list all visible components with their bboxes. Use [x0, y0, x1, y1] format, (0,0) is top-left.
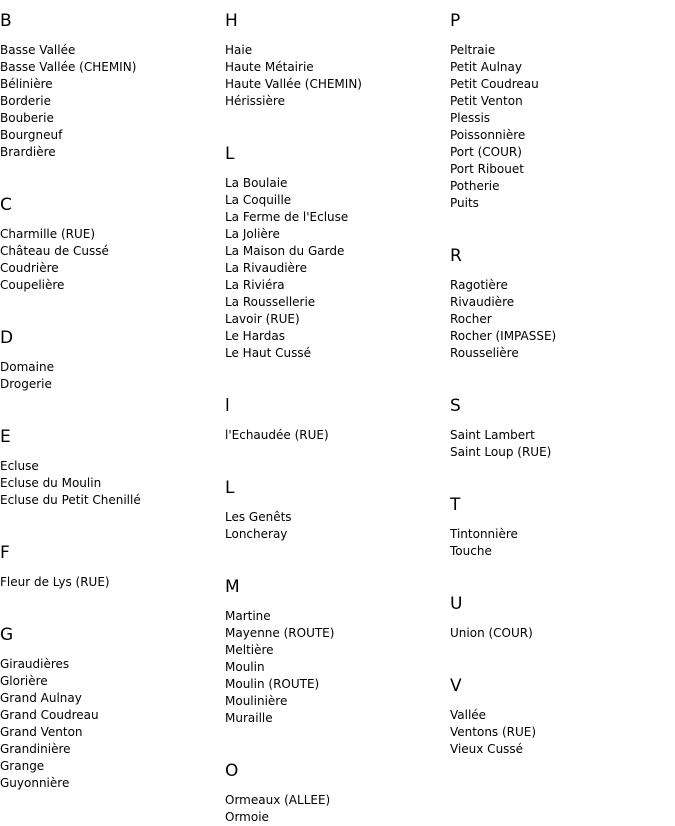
street-name-item: Tintonnière: [450, 527, 518, 541]
letter-section: [450, 594, 670, 665]
letter-section: [0, 625, 220, 792]
letter-section: [0, 543, 220, 614]
index-column-2: [225, 0, 445, 826]
street-name-item: Haute Vallée (CHEMIN): [225, 77, 362, 91]
section-letter-heading: E: [0, 427, 11, 447]
street-name-item: Saint Lambert: [450, 428, 535, 442]
letter-section: [450, 246, 670, 385]
street-name-item: Le Hardas: [225, 329, 285, 343]
section-letter-heading: H: [225, 11, 238, 31]
section-letter-heading: U: [450, 594, 463, 614]
street-name-item: La Riviéra: [225, 278, 285, 292]
section-spacer: [0, 161, 220, 184]
section-spacer: [225, 444, 445, 467]
street-name-item: Basse Vallée (CHEMIN): [0, 60, 137, 74]
street-name-item: Grandinière: [0, 742, 71, 756]
section-letter-heading: M: [225, 577, 240, 597]
street-name-item: Ecluse du Petit Chenillé: [0, 493, 141, 507]
street-name-item: Mayenne (ROUTE): [225, 626, 335, 640]
street-name-item: Guyonnière: [0, 776, 70, 790]
letter-section: [450, 11, 670, 235]
letter-section: [450, 396, 670, 484]
section-spacer: [0, 509, 220, 532]
section-spacer: [450, 642, 670, 665]
letter-section: [225, 144, 445, 385]
street-name-item: Petit Coudreau: [450, 77, 539, 91]
street-name-item: Rousselière: [450, 346, 519, 360]
street-name-item: Château de Cussé: [0, 244, 109, 258]
section-letter-heading: R: [450, 246, 462, 266]
street-name-item: La Ferme de l'Ecluse: [225, 210, 349, 224]
section-letter-heading: l: [225, 396, 230, 416]
street-name-item: Rocher: [450, 312, 492, 326]
section-letter-heading: F: [0, 543, 10, 563]
street-name-item: La Boulaie: [225, 176, 288, 190]
section-letter-heading: V: [450, 676, 462, 696]
street-name-item: Basse Vallée: [0, 43, 76, 57]
section-letter-heading: L: [225, 478, 235, 498]
street-name-item: Ecluse du Moulin: [0, 476, 102, 490]
street-name-item: Vallée: [450, 708, 487, 722]
letter-section: [225, 577, 445, 750]
section-letter-heading: D: [0, 328, 14, 348]
street-name-item: Grand Coudreau: [0, 708, 99, 722]
section-letter-heading: C: [0, 195, 12, 215]
street-name-item: Moulinière: [225, 694, 288, 708]
section-spacer: [450, 362, 670, 385]
section-letter-heading: T: [450, 495, 461, 515]
street-name-item: Charmille (RUE): [0, 227, 96, 241]
street-name-item: Ormoie: [225, 810, 269, 824]
street-name-item: Ormeaux (ALLEE): [225, 793, 331, 807]
street-name-item: Muraille: [225, 711, 273, 725]
street-name-item: Petit Venton: [450, 94, 523, 108]
street-name-item: Coudrière: [0, 261, 59, 275]
street-name-item: Haute Métairie: [225, 60, 314, 74]
letter-section: [0, 11, 220, 184]
letter-section: [225, 11, 445, 133]
street-name-item: Saint Loup (RUE): [450, 445, 552, 459]
section-letter-heading: G: [0, 625, 14, 645]
street-name-item: Petit Aulnay: [450, 60, 522, 74]
letter-section: [450, 495, 670, 583]
street-name-item: Bélinière: [0, 77, 53, 91]
section-letter-heading: L: [225, 144, 235, 164]
street-name-item: Glorière: [0, 674, 48, 688]
street-name-item: La Roussellerie: [225, 295, 316, 309]
street-name-item: Borderie: [0, 94, 51, 108]
street-name-item: Drogerie: [0, 377, 52, 391]
street-name-item: Peltraie: [450, 43, 496, 57]
street-name-item: Port Ribouet: [450, 162, 524, 176]
street-name-item: La Rivaudière: [225, 261, 307, 275]
street-name-item: Potherie: [450, 179, 500, 193]
street-name-item: Ventons (RUE): [450, 725, 537, 739]
street-name-item: Haie: [225, 43, 253, 57]
street-name-item: Puits: [450, 196, 479, 210]
street-name-item: Vieux Cussé: [450, 742, 524, 756]
street-name-item: Loncheray: [225, 527, 288, 541]
street-name-item: Union (COUR): [450, 626, 533, 640]
section-spacer: [225, 727, 445, 750]
street-name-item: l'Echaudée (RUE): [225, 428, 329, 442]
street-name-item: Rocher (IMPASSE): [450, 329, 557, 343]
street-name-item: Ragotière: [450, 278, 508, 292]
street-name-item: Bouberie: [0, 111, 54, 125]
street-name-item: Giraudières: [0, 657, 70, 671]
index-column-1: [0, 0, 220, 792]
section-spacer: [450, 560, 670, 583]
letter-section: [450, 676, 670, 758]
street-name-item: Grange: [0, 759, 45, 773]
street-name-item: Les Genêts: [225, 510, 292, 524]
section-letter-heading: P: [450, 11, 461, 31]
street-name-item: Martine: [225, 609, 271, 623]
section-spacer: [0, 294, 220, 317]
street-name-item: La Maison du Garde: [225, 244, 345, 258]
section-spacer: [225, 543, 445, 566]
street-name-item: Moulin (ROUTE): [225, 677, 320, 691]
letter-section: [0, 195, 220, 317]
street-name-item: Domaine: [0, 360, 54, 374]
section-letter-heading: O: [225, 761, 239, 781]
street-name-item: Brardière: [0, 145, 56, 159]
letter-section: [225, 761, 445, 826]
street-name-item: La Coquille: [225, 193, 292, 207]
street-name-item: Lavoir (RUE): [225, 312, 300, 326]
street-name-item: Bourgneuf: [0, 128, 63, 142]
street-name-item: Hérissière: [225, 94, 285, 108]
section-letter-heading: S: [450, 396, 461, 416]
section-spacer: [225, 362, 445, 385]
index-column-3: [450, 0, 670, 758]
section-letter-heading: B: [0, 11, 12, 31]
section-spacer: [0, 393, 220, 416]
street-name-item: Moulin: [225, 660, 265, 674]
street-name-item: Rivaudière: [450, 295, 515, 309]
street-name-item: Touche: [450, 544, 492, 558]
street-name-item: Poissonnière: [450, 128, 526, 142]
street-name-item: Meltière: [225, 643, 274, 657]
section-spacer: [450, 212, 670, 235]
street-name-item: Grand Venton: [0, 725, 83, 739]
letter-section: [225, 478, 445, 566]
street-name-item: La Jolière: [225, 227, 280, 241]
section-spacer: [225, 110, 445, 133]
street-name-item: Plessis: [450, 111, 491, 125]
section-spacer: [0, 591, 220, 614]
section-spacer: [450, 461, 670, 484]
street-name-item: Ecluse: [0, 459, 39, 473]
letter-section: [0, 427, 220, 532]
street-name-item: Coupelière: [0, 278, 65, 292]
letter-section: [0, 328, 220, 416]
street-name-item: Fleur de Lys (RUE): [0, 575, 110, 589]
street-name-item: Le Haut Cussé: [225, 346, 312, 360]
letter-section: [225, 396, 445, 467]
street-name-item: Grand Aulnay: [0, 691, 82, 705]
street-name-item: Port (COUR): [450, 145, 522, 159]
